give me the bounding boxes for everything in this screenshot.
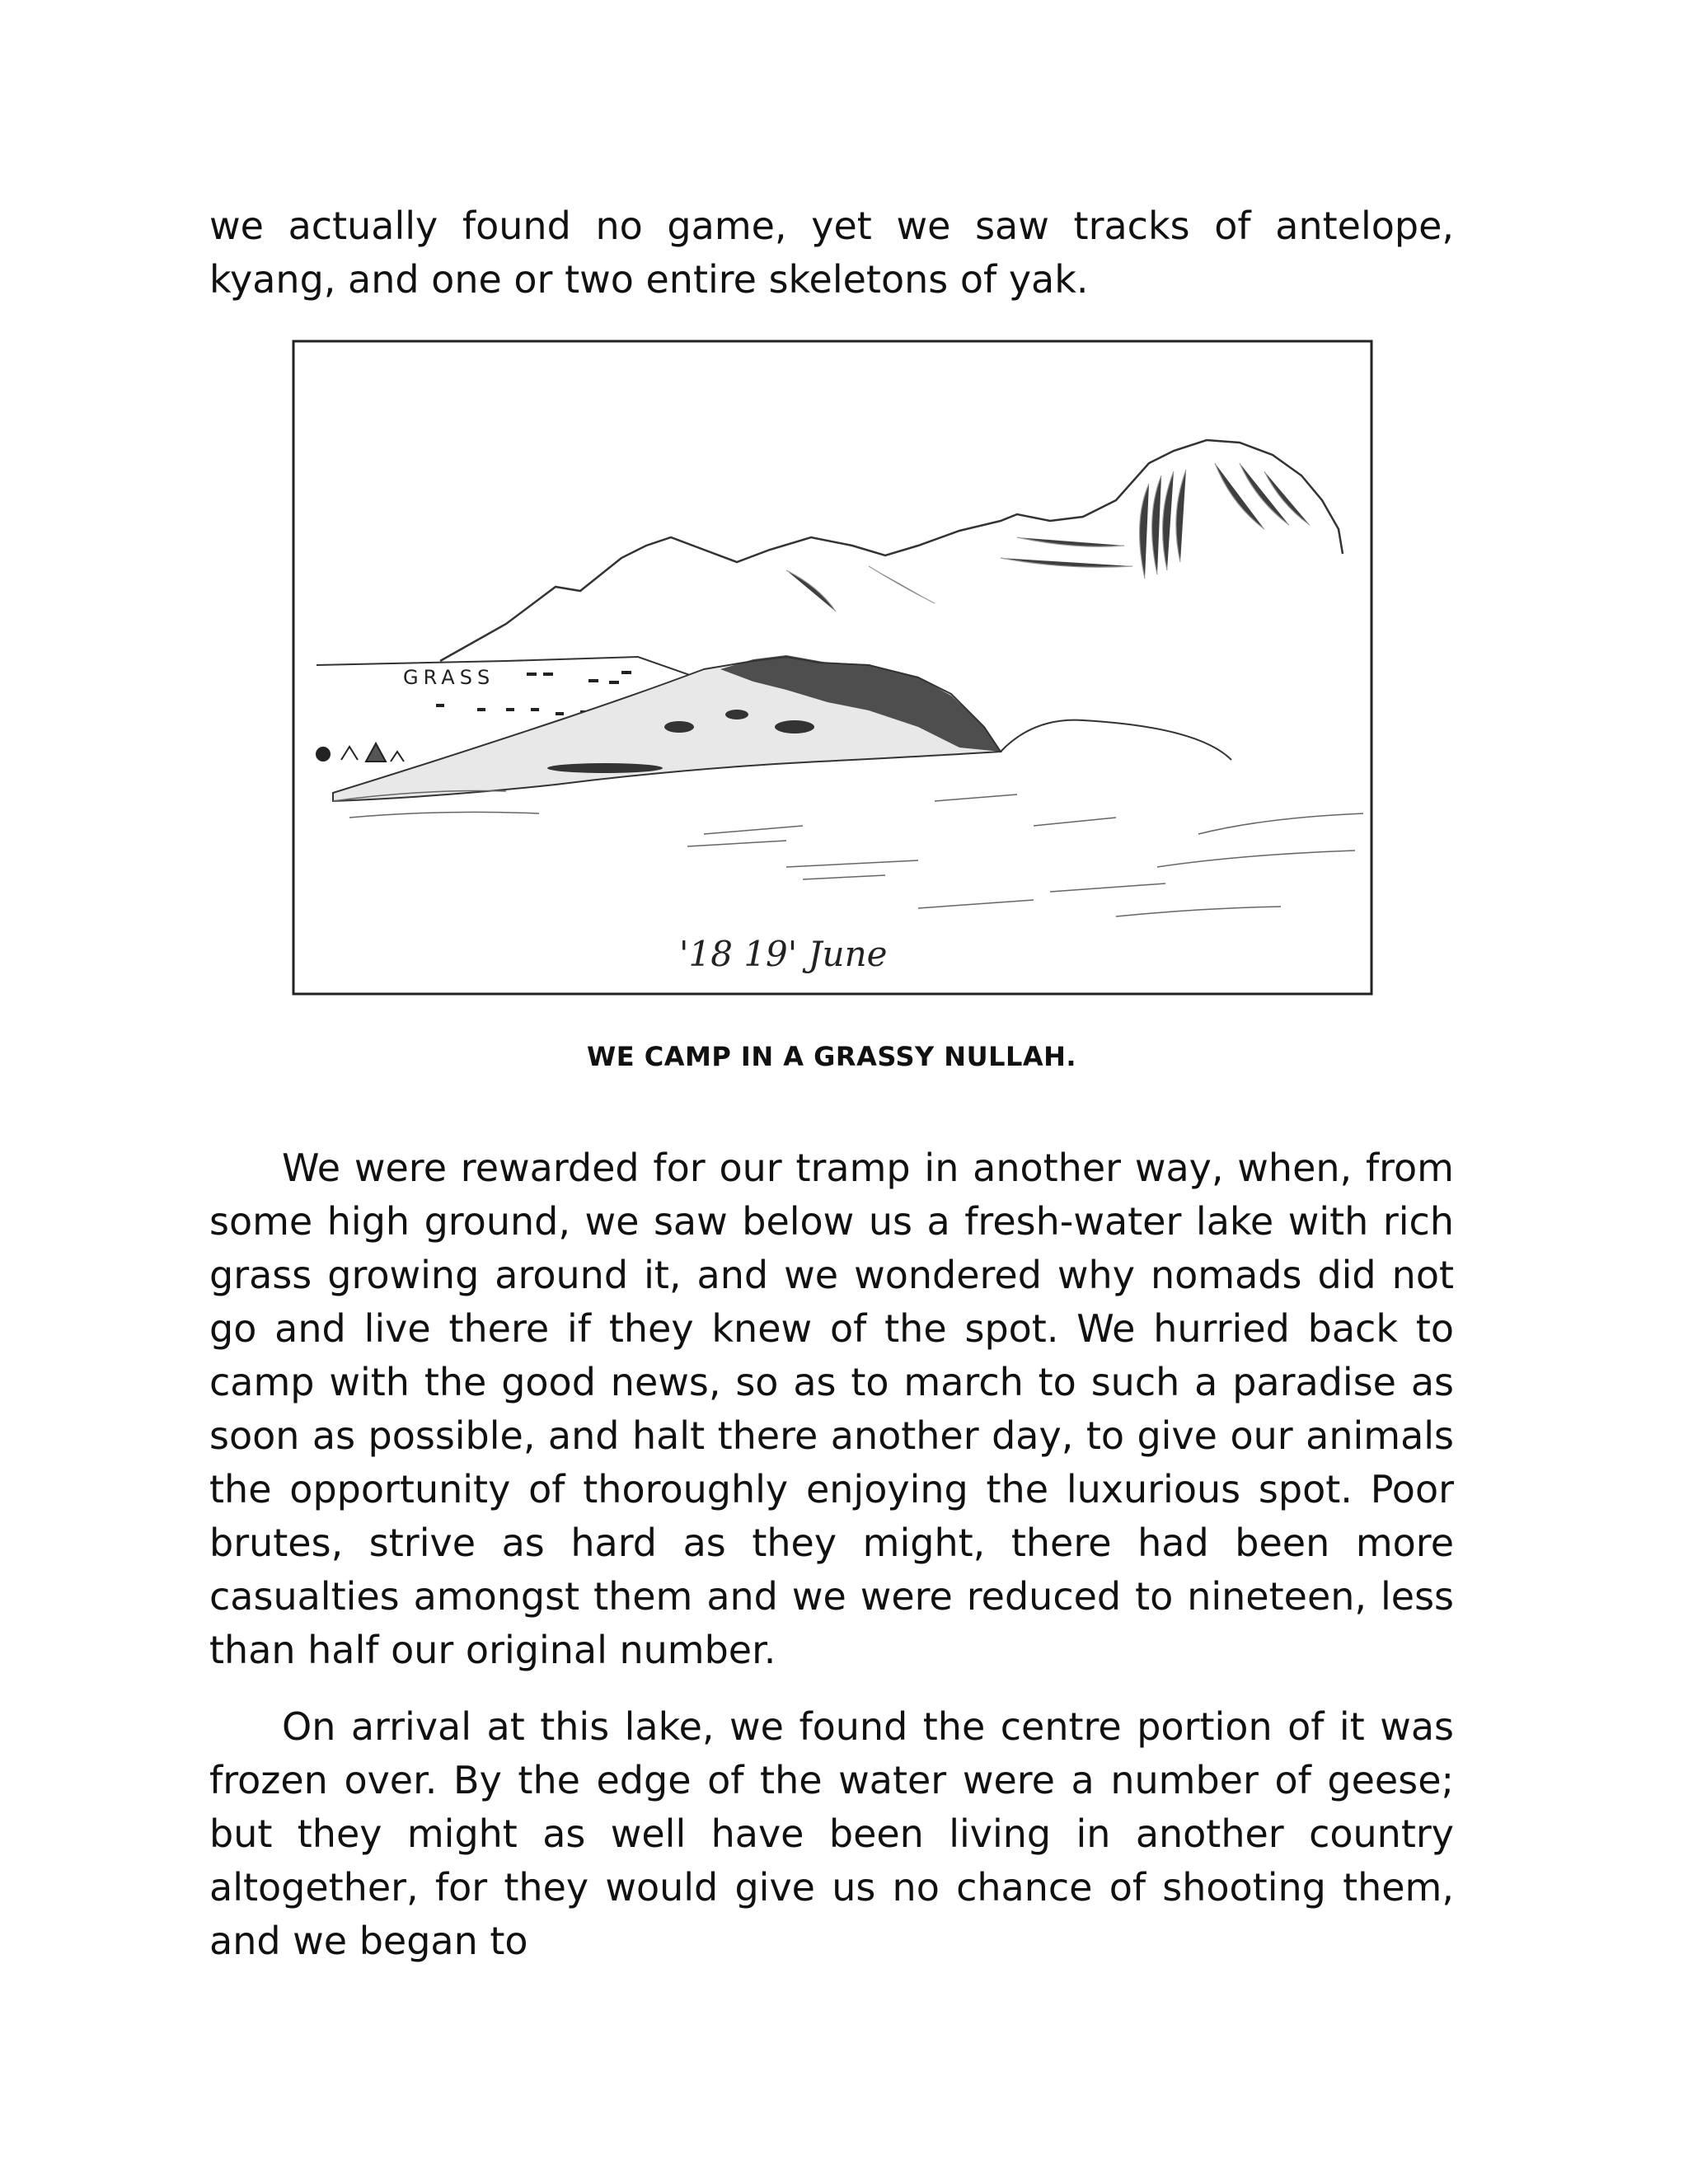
figure-caption: WE CAMP IN A GRASSY NULLAH.: [586, 1041, 1077, 1072]
paragraph-3: On arrival at this lake, we found the centre portion of it was frozen over. By the edge of the water were a number of geese; but they might as well have been living in another country altogether, for they would give us no chance of shooting them, and we began to: [209, 1704, 1454, 1963]
paragraph-2: We were rewarded for our tramp in another way, when, from some high ground, we saw below us a fresh-water lake with rich grass growing around it, and we wondered why nomads did not go and live there if they knew of the spot. We hurried back to camp with the good news, so as to march to such a paradise as soon as possible, and halt there another day, to give our animals the opportunity of thoroughly enjoying the luxurious spot. Poor brutes, strive as hard as they might, there had been more casualties amongst them and we were reduced to nineteen, less than half our original number.: [209, 1146, 1454, 1672]
sketch-grass-label: GRASS: [403, 666, 495, 689]
sketch-drawing: [292, 340, 1373, 996]
sketch-date-label: '18 19' June: [679, 934, 888, 974]
paragraph-1: we actually found no game, yet we saw tracks of antelope, kyang, and one or two entire skeletons of yak.: [209, 204, 1454, 302]
sketch-illustration: [292, 340, 1373, 996]
